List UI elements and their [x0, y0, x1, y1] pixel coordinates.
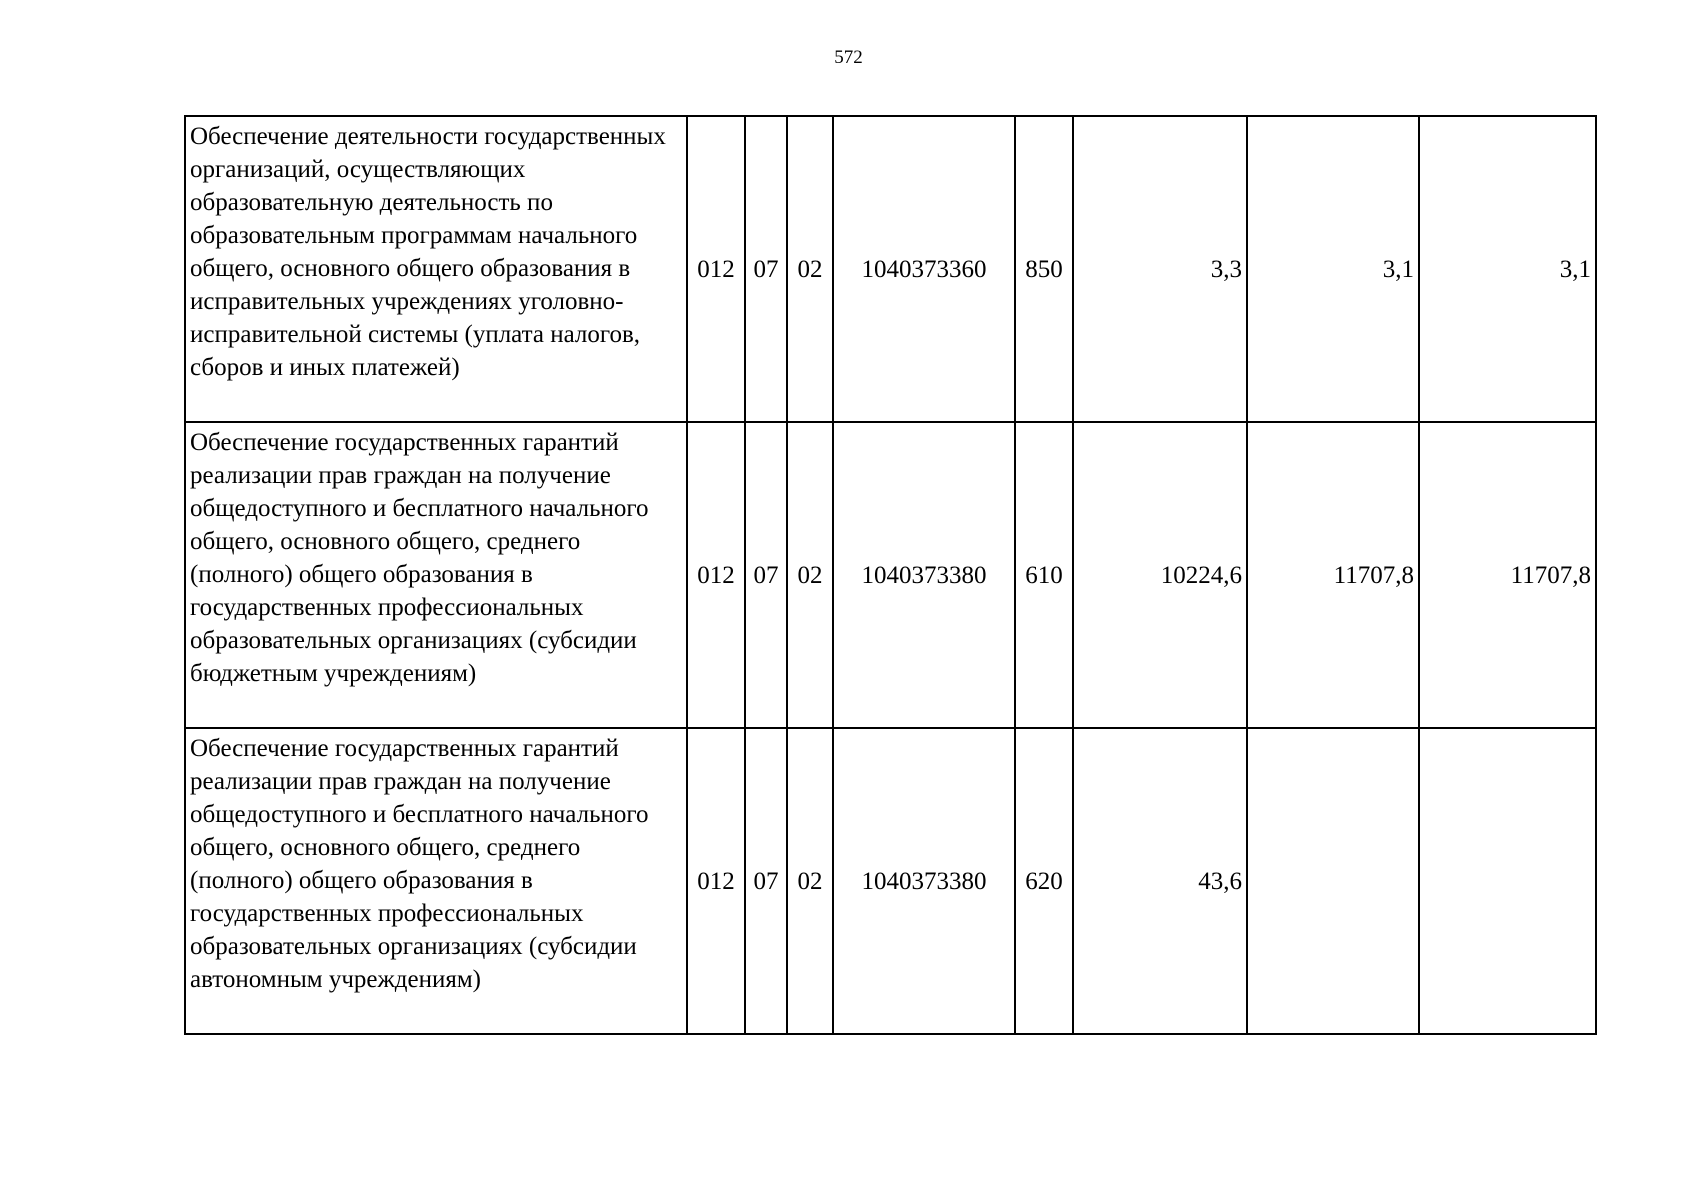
target-article-code: 1040373380	[833, 422, 1015, 728]
amount-3: 3,1	[1419, 116, 1596, 422]
expense-type-code: 620	[1015, 728, 1073, 1034]
subsection-code: 02	[787, 116, 833, 422]
subsection-code: 02	[787, 422, 833, 728]
table-row	[185, 728, 1596, 1034]
budget-table	[184, 115, 1597, 1035]
section-code: 07	[745, 422, 787, 728]
amount-2: 11707,8	[1247, 422, 1419, 728]
expense-type-code: 850	[1015, 116, 1073, 422]
ministry-code: 012	[687, 116, 745, 422]
section-code: 07	[745, 116, 787, 422]
target-article-code: 1040373360	[833, 116, 1015, 422]
section-code: 07	[745, 728, 787, 1034]
expense-type-code: 610	[1015, 422, 1073, 728]
ministry-code: 012	[687, 728, 745, 1034]
amount-1: 10224,6	[1073, 422, 1247, 728]
row-description: Обеспечение деятельности государственных организаций, осуществляющих образовательную деятельность по образовательным программам начального общего, основного общего образования в исправительных учреждениях уголовно-исправительной системы (уплата налогов, сборов и иных платежей)	[185, 116, 687, 422]
table-row	[185, 116, 1596, 422]
row-description: Обеспечение государственных гарантий реализации прав граждан на получение общедоступного и бесплатного начального общего, основного общего, среднего (полного) общего образования в государственных профессиональных образовательных организациях (субсидии бюджетным учреждениям)	[185, 422, 687, 728]
amount-3: 11707,8	[1419, 422, 1596, 728]
table-row	[185, 422, 1596, 728]
amount-1: 3,3	[1073, 116, 1247, 422]
amount-2	[1247, 728, 1419, 1034]
amount-1: 43,6	[1073, 728, 1247, 1034]
target-article-code: 1040373380	[833, 728, 1015, 1034]
amount-3	[1419, 728, 1596, 1034]
row-description: Обеспечение государственных гарантий реализации прав граждан на получение общедоступного и бесплатного начального общего, основного общего, среднего (полного) общего образования в государственных профессиональных образовательных организациях (субсидии автономным учреждениям)	[185, 728, 687, 1034]
amount-2: 3,1	[1247, 116, 1419, 422]
subsection-code: 02	[787, 728, 833, 1034]
ministry-code: 012	[687, 422, 745, 728]
page-number: 572	[834, 47, 863, 68]
